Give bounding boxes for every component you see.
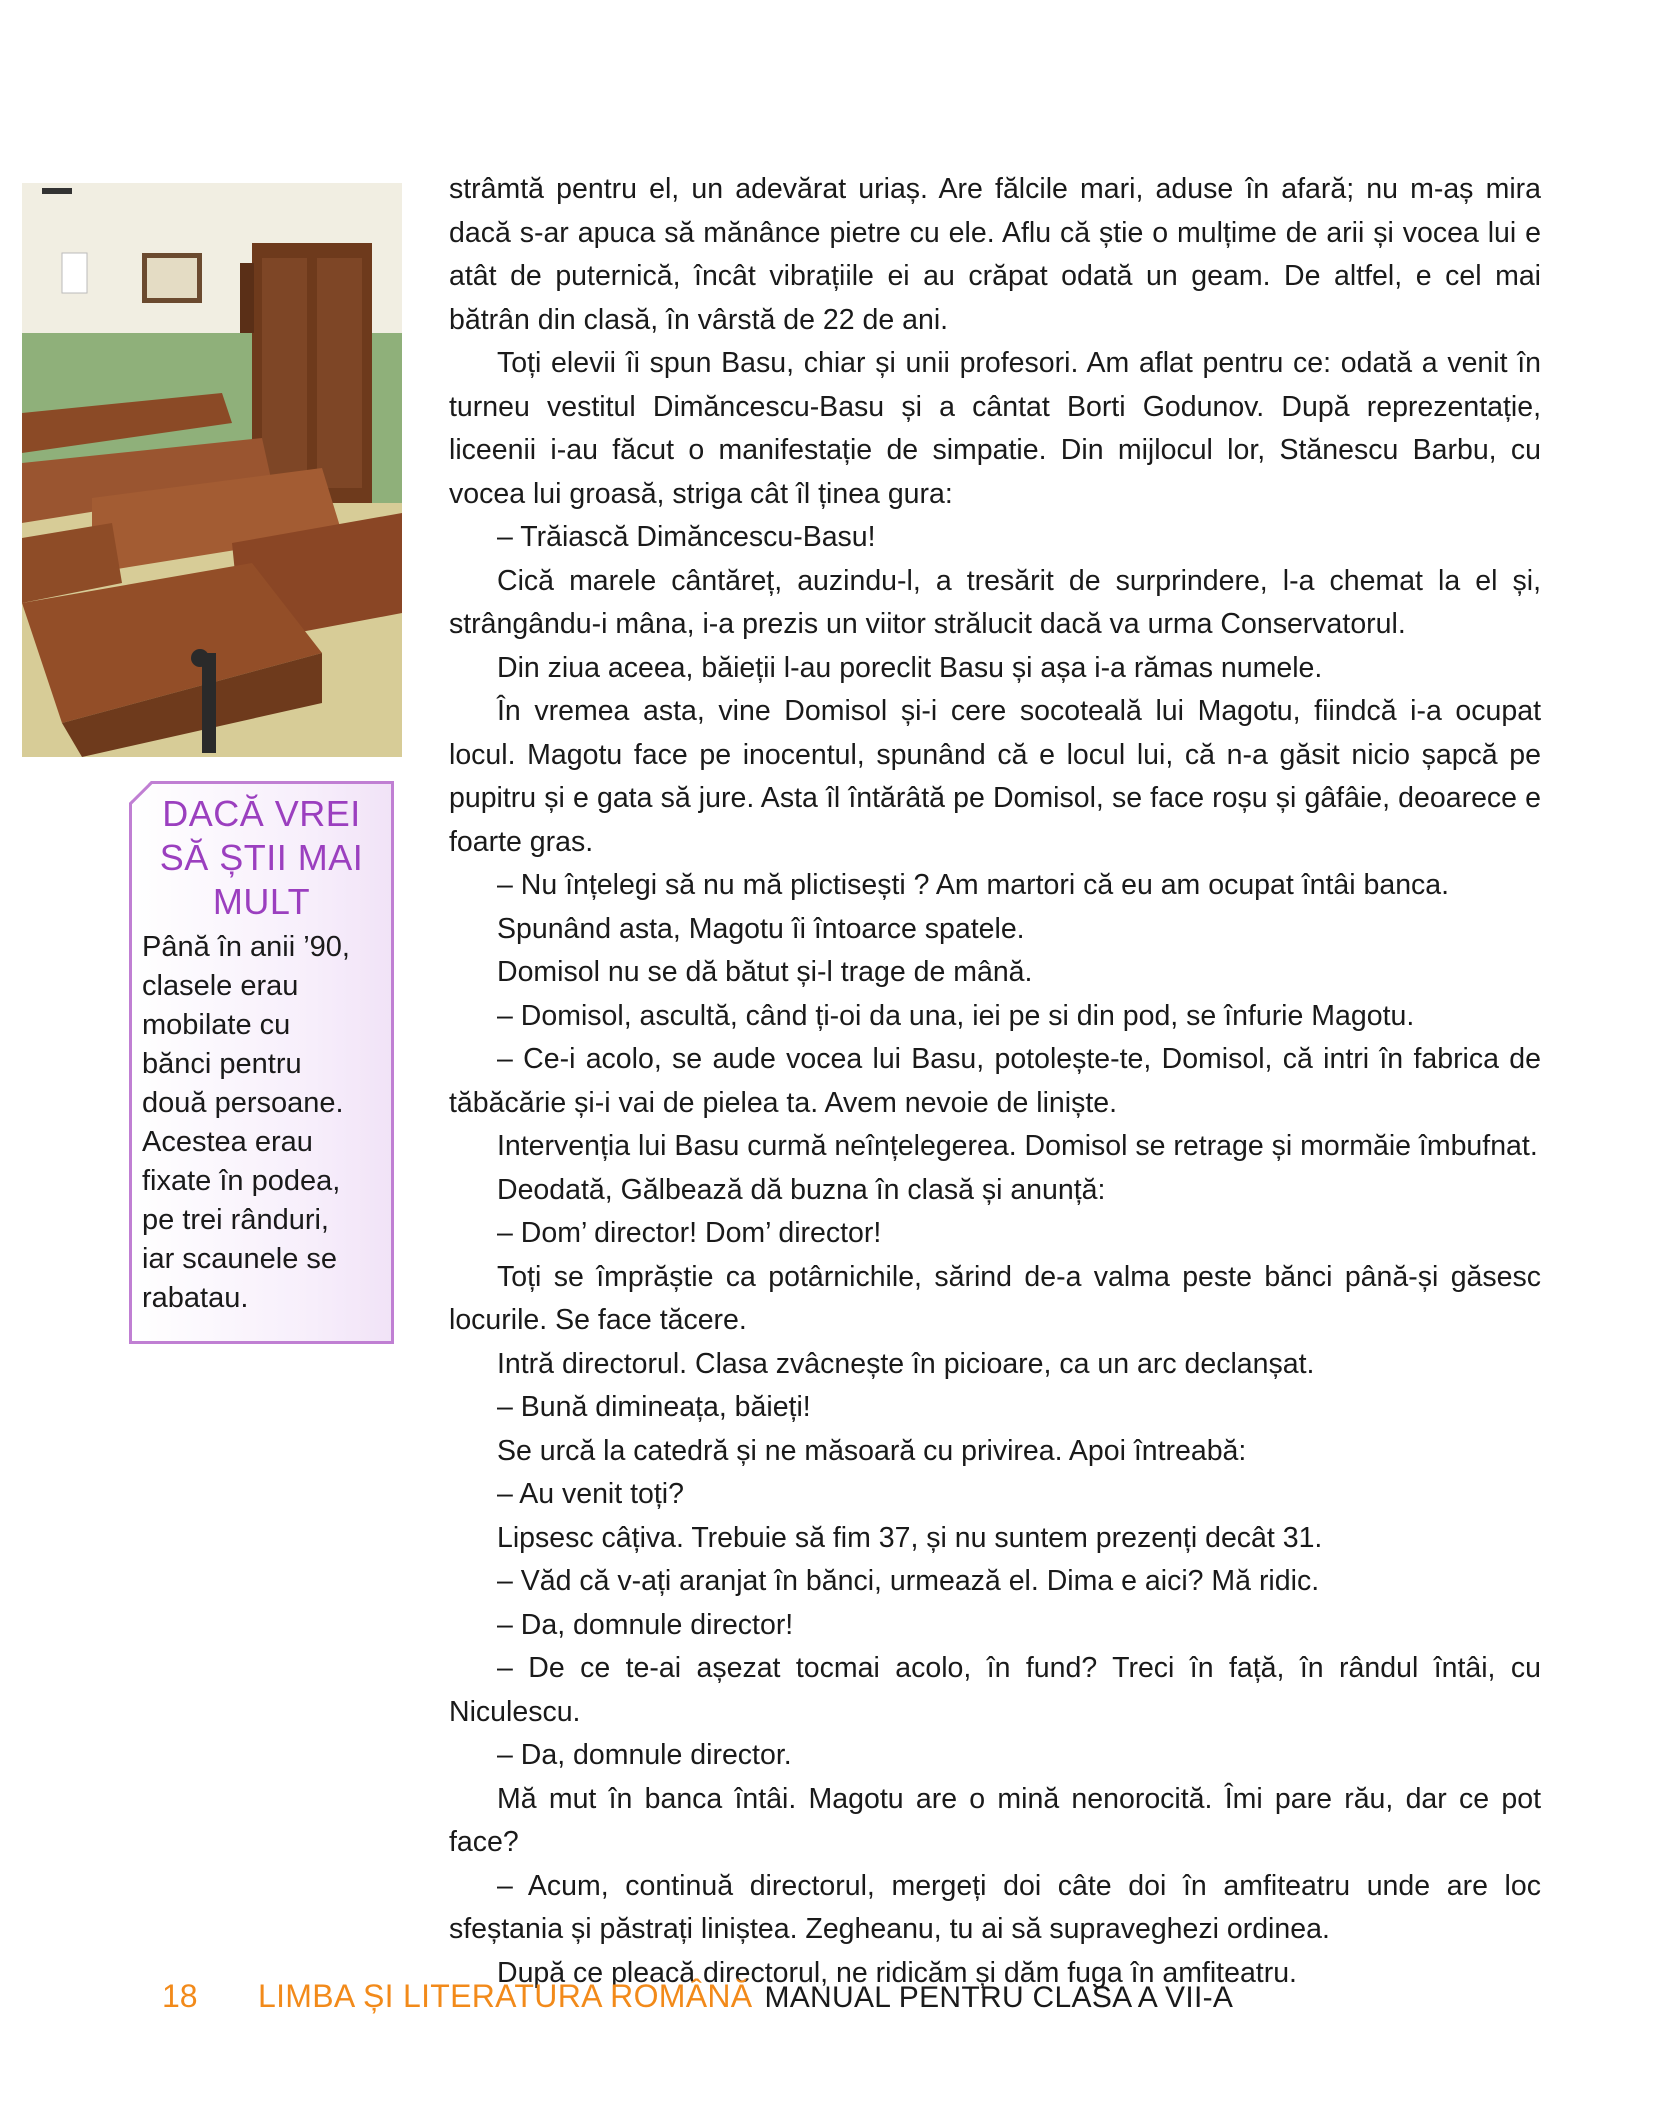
story-paragraph: – Văd că v-ați aranjat în bănci, urmează el. Dima e aici? Mă ridic.	[497, 1565, 1320, 1597]
story-paragraph: Mă mut în banca întâi. Magotu are o mină nenorocită. Îmi pare rău, dar ce pot face?	[449, 1782, 1541, 1858]
classroom-photo	[22, 183, 402, 757]
story-paragraph: – Trăiască Dimăncescu-Basu!	[497, 521, 876, 553]
story-paragraph: – Da, domnule director!	[497, 1608, 794, 1641]
story-paragraph: În vremea asta, vine Domisol și-i cere socoteală lui Magotu, fiindcă i-a ocupat locul. Magotu face pe inocentul, spunând că e locul lui, că n-a găsit nicio șapcă pe pupitru și e gata să jure. Asta îl întărâtă pe Domisol, se face roșu și gâfâie, deoarece e foarte gras.	[449, 695, 1541, 858]
footer-manual: MANUAL PENTRU CLASA A VII-A	[764, 1981, 1234, 2014]
story-paragraph: Intervenția lui Basu curmă neînțelegerea. Domisol se retrage și mormăie îmbufnat.	[497, 1130, 1538, 1162]
story-paragraph: – Bună dimineața, băieți!	[497, 1391, 811, 1423]
story-paragraph: – Ce-i acolo, se aude vocea lui Basu, potolește-te, Domisol, că intri în fabrica de tăbăcărie și-i vai de pielea ta. Avem nevoie de liniște.	[449, 1043, 1541, 1119]
story-paragraph: După ce pleacă directorul, ne ridicăm și dăm fuga în amfiteatru.	[497, 1956, 1297, 1989]
story-paragraph: – Dom’ director! Dom’ director!	[497, 1217, 882, 1249]
story-paragraph: Cică marele cântăreț, auzindu-l, a tresărit de surprindere, l-a chemat la el și, strângându-i mâna, i-a prezis un viitor strălucit dacă va urma Conservatorul.	[449, 564, 1541, 640]
did-you-know-text: Până în anii ’90, clasele erau mobilate cu bănci pentru două persoane. Acestea erau fixate în podea, pe trei rânduri, iar scaunele se rabatau.	[142, 931, 350, 1314]
story-paragraph: Domisol nu se dă bătut și-l trage de mână.	[497, 956, 1033, 988]
did-you-know-box	[132, 781, 394, 1344]
classroom-illustration	[22, 183, 402, 757]
page-footer	[162, 1976, 1233, 2016]
story-paragraph: Intră directorul. Clasa zvâcnește în picioare, ca un arc declanșat.	[497, 1347, 1315, 1380]
story-paragraph: – Au venit toți?	[497, 1478, 684, 1510]
story-text	[449, 168, 1541, 1995]
story-paragraph: Lipsesc câțiva. Trebuie să fim 37, și nu suntem prezenți decât 31.	[497, 1521, 1323, 1554]
story-paragraph: – Acum, continuă directorul, mergeți doi câte doi în amfiteatru unde are loc sfeștania și păstrați liniștea. Zegheanu, tu ai să supraveghezi ordinea.	[449, 1869, 1541, 1945]
did-you-know-title: DACĂ VREI SĂ ȘTII MAI MULT	[159, 793, 364, 922]
page-number: 18	[162, 1978, 198, 2014]
story-paragraph: – De ce te-ai așezat tocmai acolo, în fund? Treci în față, în rândul întâi, cu Niculescu.	[449, 1652, 1541, 1728]
story-paragraph: – Nu înțelegi să nu mă plictisești ? Am martori că eu am ocupat întâi banca.	[497, 869, 1450, 901]
story-paragraph: strâmtă pentru el, un adevărat uriaș. Are fălcile mari, aduse în afară; nu m-aș mira dacă s-ar apuca să mănânce pietre cu ele. Aflu că știe o mulțime de arii și vocea lui e atât de puternică, încât vibrațiile ei au crăpat odată un geam. De altfel, e cel mai bătrân din clasă, în vârstă de 22 de ani.	[449, 173, 1541, 336]
story-paragraph: – Da, domnule director.	[497, 1739, 792, 1771]
story-paragraph: Toți elevii îi spun Basu, chiar și unii profesori. Am aflat pentru ce: odată a venit în turneu vestitul Dimăncescu-Basu și a cântat Borti Godunov. După reprezentație, liceenii i-au făcut o manifestație de simpatie. Din mijlocul lor, Stănescu Barbu, cu vocea lui groasă, striga cât îl ținea gura:	[449, 347, 1541, 510]
story-paragraph: Spunând asta, Magotu îi întoarce spatele.	[497, 912, 1025, 945]
story-paragraph: Din ziua aceea, băieții l-au poreclit Basu și așa i-a rămas numele.	[497, 651, 1323, 684]
story-paragraph: Se urcă la catedră și ne măsoară cu privirea. Apoi întreabă:	[497, 1434, 1247, 1467]
story-paragraph: – Domisol, ascultă, când ți-oi da una, iei pe si din pod, se înfurie Magotu.	[497, 999, 1415, 1032]
story-paragraph: Toți se împrăștie ca potârnichile, sărind de-a valma peste bănci până-și găsesc locurile. Se face tăcere.	[449, 1260, 1541, 1336]
story-paragraph: Deodată, Gălbează dă buzna în clasă și anunță:	[497, 1173, 1106, 1206]
footer-subject: LIMBA ȘI LITERATURA ROMÂNĂ	[258, 1978, 753, 2014]
